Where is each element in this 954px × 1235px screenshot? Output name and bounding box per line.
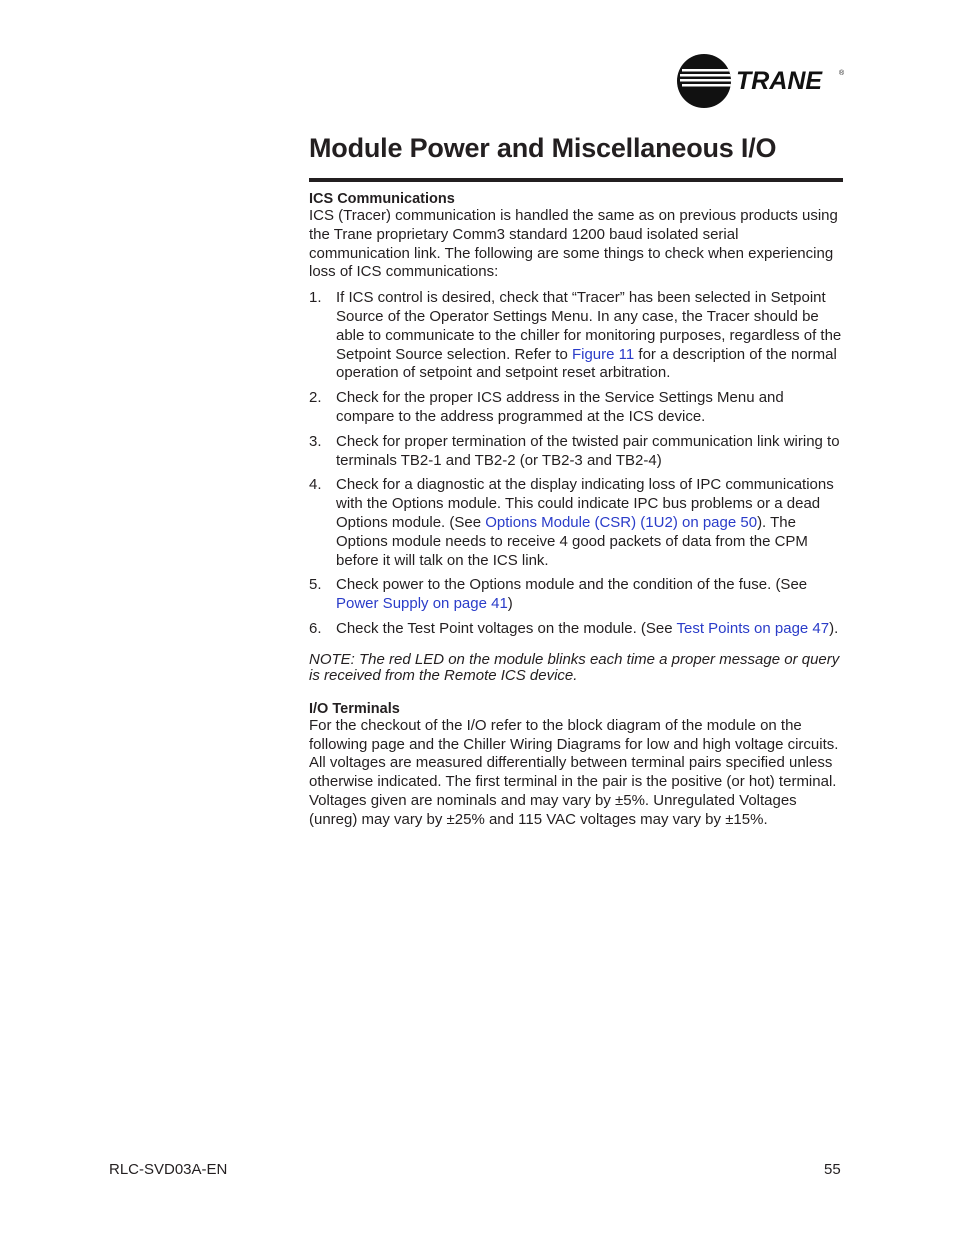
figure-link[interactable]: Figure 11 xyxy=(571,345,635,363)
doc-id: RLC-SVD03A-EN xyxy=(109,1161,228,1178)
item-number: 5. xyxy=(309,576,322,594)
page-title: Module Power and Miscellaneous I/O xyxy=(309,133,777,163)
test-points-link[interactable]: Test Points on page 47 xyxy=(676,619,830,637)
list-item: 5. Check power to the Options module and the condition of the fuse. (See Power Supply on page 41) xyxy=(309,576,808,613)
item-number: 1. xyxy=(309,289,322,307)
ics-intro: ICS (Tracer) communication is handled the same as on previous products using the Trane proprietary Comm3 standard 1200 baud isolated serial communication link. The following are some things to check when experiencing loss of ICS communications: xyxy=(309,207,838,281)
list-item: 2. Check for the proper ICS address in the Service Settings Menu and compare to the address programmed at the ICS device. xyxy=(309,389,784,425)
power-supply-link[interactable]: Power Supply on page 41 xyxy=(336,595,508,613)
list-item: 6. Check the Test Point voltages on the module. (See Test Points on page 47). xyxy=(309,619,839,637)
trane-logo xyxy=(676,53,848,109)
page-content xyxy=(309,191,843,830)
page-number: 55 xyxy=(824,1161,841,1178)
ics-heading: ICS Communications xyxy=(309,191,455,207)
options-module-link[interactable]: Options Module (CSR) (1U2) on page 50 xyxy=(485,513,758,531)
list-item: 3. Check for proper termination of the twisted pair communication link wiring to terminals TB2-1 and TB2-2 (or TB2-3 and TB2-4) xyxy=(309,432,840,469)
list-item: 1. If ICS control is desired, check that “Tracer” has been selected in Setpoint Source of the Operator Settings Menu. In any case, the Tracer should be able to communicate to the chiller for monitoring purposes, regardless of the Setpoint Source selection. Refer to Figure 11 for a description of the normal operation of setpoint and setpoint reset arbitration. xyxy=(309,289,842,382)
note: NOTE: The red LED on the module blinks each time a proper message or query is received from the Remote ICS device. xyxy=(309,650,840,684)
item-number: 4. xyxy=(309,476,322,494)
logo-wordmark: TRANE xyxy=(736,67,823,95)
svg-text:®: ® xyxy=(839,70,845,77)
ics-checklist xyxy=(309,289,843,639)
list-item: 4. Check for a diagnostic at the display indicating loss of IPC communications with the Options module. This could indicate IPC bus problems or a dead Options module. (See Options Module (CSR) (1U2) on page 50). The Options module needs to receive 4 good packets of data from the CPM before it will talk on the ICS link. xyxy=(309,476,834,569)
item-number: 6. xyxy=(309,619,322,637)
item-number: 2. xyxy=(309,389,322,407)
title-rule xyxy=(309,178,843,182)
item-number: 3. xyxy=(309,432,322,450)
io-heading: I/O Terminals xyxy=(309,700,400,717)
io-body: For the checkout of the I/O refer to the block diagram of the module on the following page and the Chiller Wiring Diagrams for low and high voltage circuits. All voltages are measured differentially between terminal pairs specified unless otherwise indicated. The first terminal in the pair is the positive (or hot) terminal. Voltages given are nominals and may vary by ±5%. Unregulated Voltages (unreg) may vary by ±25% and 115 VAC voltages may vary by ±15%. xyxy=(309,716,839,828)
